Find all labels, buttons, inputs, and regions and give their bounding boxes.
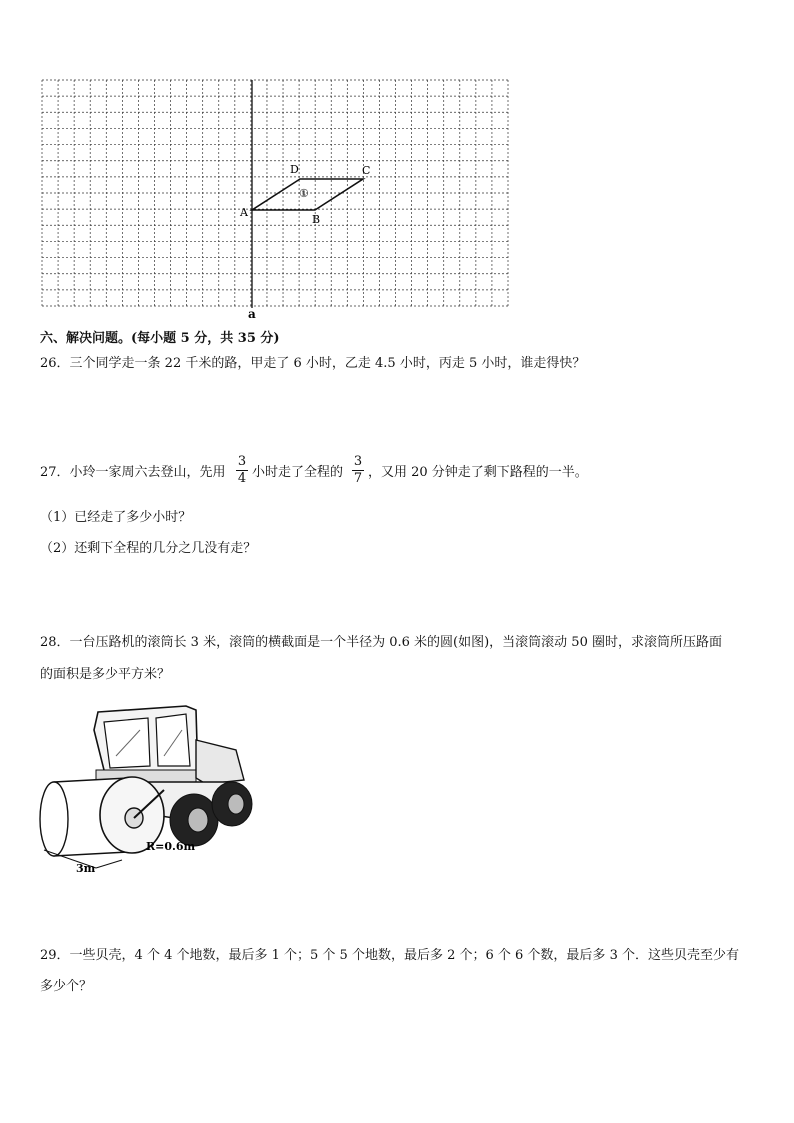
q28-line-1: 28．一台压路机的滚筒长 3 米，滚筒的横截面是一个半径为 0.6 米的圆(如图)，当滚筒滚动 50 圈时，求滚筒所压路面 <box>40 635 722 650</box>
q27-sub-1: （1）已经走了多少小时？ <box>40 510 192 525</box>
fraction-denominator: 7 <box>353 471 363 486</box>
grid-figure <box>40 78 515 318</box>
label-c: C <box>362 164 371 177</box>
q27-sub-2: （2）还剩下全程的几分之几没有走？ <box>40 541 257 556</box>
radius-label: R=0.6m <box>146 840 196 853</box>
q27-fraction-3-7 <box>352 455 364 486</box>
question-26: 26．三个同学走一条 22 千米的路，甲走了 6 小时，乙走 4.5 小时，丙走 5 小时，谁走得快？ <box>40 356 586 371</box>
q27-text-after: ，又用 20 分钟走了剩下路程的一半。 <box>368 465 588 480</box>
q28-line-2: 的面积是多少平方米？ <box>40 667 171 682</box>
fraction-denominator: 4 <box>237 471 247 486</box>
q27-text-before: 27．小玲一家周六去登山，先用 <box>40 465 226 480</box>
q27-text-middle: 小时走了全程的 <box>252 465 344 480</box>
q29-line-1: 29．一些贝壳，4 个 4 个地数，最后多 1 个；5 个 5 个地数，最后多 2 个；6 个 6 个数，最后多 3 个．这些贝壳至少有 <box>40 948 739 963</box>
label-d: D <box>290 163 299 176</box>
fraction-numerator: 3 <box>353 454 363 469</box>
dashed-grid <box>42 80 508 306</box>
q27-fraction-3-4 <box>236 455 248 486</box>
length-label: 3m <box>76 862 96 875</box>
fraction-numerator: 3 <box>237 454 247 469</box>
question-27 <box>40 455 760 495</box>
label-a: A <box>240 206 248 219</box>
road-roller-illustration <box>36 700 266 875</box>
shape-number-label: ① <box>299 187 309 200</box>
q29-line-2: 多少个？ <box>40 979 93 994</box>
axis-label-a: a <box>248 307 256 318</box>
section-title: 六、解决问题。(每小题 5 分，共 35 分) <box>40 331 280 346</box>
label-b: B <box>312 213 321 226</box>
